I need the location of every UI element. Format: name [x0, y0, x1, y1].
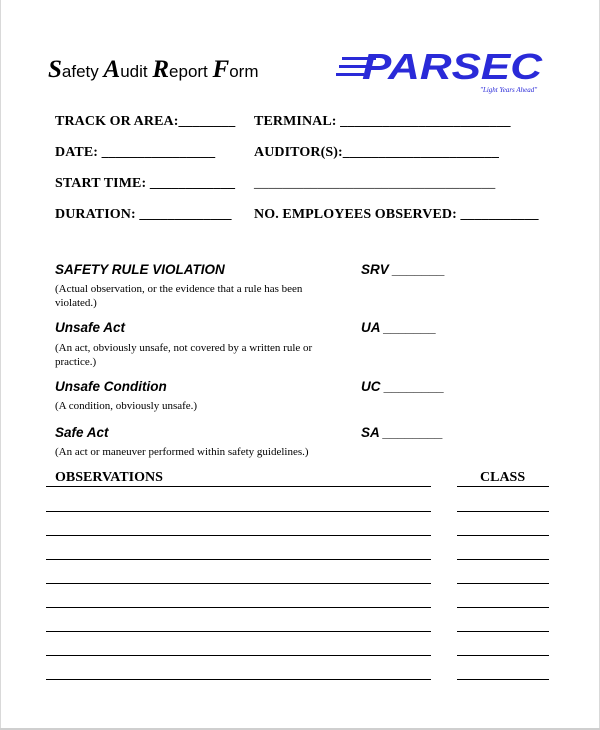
start-time-field[interactable]: START TIME: ____________ [55, 176, 236, 191]
track-area-field[interactable]: TRACK OR AREA:________ [55, 114, 236, 129]
code-field-srv[interactable]: SRV _______ [361, 262, 446, 277]
class-line[interactable] [457, 583, 549, 584]
logo-tagline: "Light Years Ahead" [480, 86, 538, 94]
category-title-uc: Unsafe Condition [55, 379, 167, 394]
observation-line[interactable] [46, 679, 431, 680]
employees-observed-field[interactable]: NO. EMPLOYEES OBSERVED: ___________ [254, 207, 539, 222]
observation-line[interactable] [46, 607, 431, 608]
category-desc-sa: (An act or maneuver performed within safety guidelines.) [55, 446, 309, 458]
class-line[interactable] [457, 631, 549, 632]
page-border-left [0, 0, 1, 730]
date-field[interactable]: DATE: ________________ [55, 145, 216, 160]
observation-line[interactable] [46, 583, 431, 584]
observation-line[interactable] [46, 559, 431, 560]
terminal-field[interactable]: TERMINAL: ________________________ [254, 114, 511, 129]
category-title-sa: Safe Act [55, 425, 109, 440]
class-line[interactable] [457, 607, 549, 608]
class-line[interactable] [457, 511, 549, 512]
observation-line[interactable] [46, 655, 431, 656]
class-line[interactable] [457, 535, 549, 536]
observations-header: OBSERVATIONS [55, 470, 163, 485]
observations-header-rule [46, 486, 431, 487]
class-line[interactable] [457, 655, 549, 656]
parsec-logo [336, 44, 548, 96]
code-field-ua[interactable]: UA _______ [361, 320, 437, 335]
code-field-sa[interactable]: SA ________ [361, 425, 444, 440]
logo-wordmark: PARSEC [362, 46, 544, 87]
code-field-uc[interactable]: UC ________ [361, 379, 445, 394]
observation-line[interactable] [46, 511, 431, 512]
category-desc-uc: (A condition, obviously unsafe.) [55, 400, 198, 412]
category-desc-ua: (An act, obviously unsafe, not covered by a written rule or practice.) [55, 342, 313, 368]
duration-field[interactable]: DURATION: _____________ [55, 207, 232, 222]
observation-line[interactable] [46, 535, 431, 536]
class-line[interactable] [457, 559, 549, 560]
class-header-rule [457, 486, 549, 487]
auditors-field[interactable]: AUDITOR(S):______________________ [254, 145, 499, 160]
class-header: CLASS [480, 470, 526, 485]
observation-line[interactable] [46, 631, 431, 632]
category-desc-srv: (Actual observation, or the evidence that a rule has been violated.) [55, 283, 303, 309]
category-title-srv: SAFETY RULE VIOLATION [55, 262, 225, 277]
category-title-ua: Unsafe Act [55, 320, 126, 335]
form-title: Safety Audit Report Form [48, 56, 259, 83]
blank-line-field[interactable]: __________________________________ [254, 176, 496, 191]
class-line[interactable] [457, 679, 549, 680]
